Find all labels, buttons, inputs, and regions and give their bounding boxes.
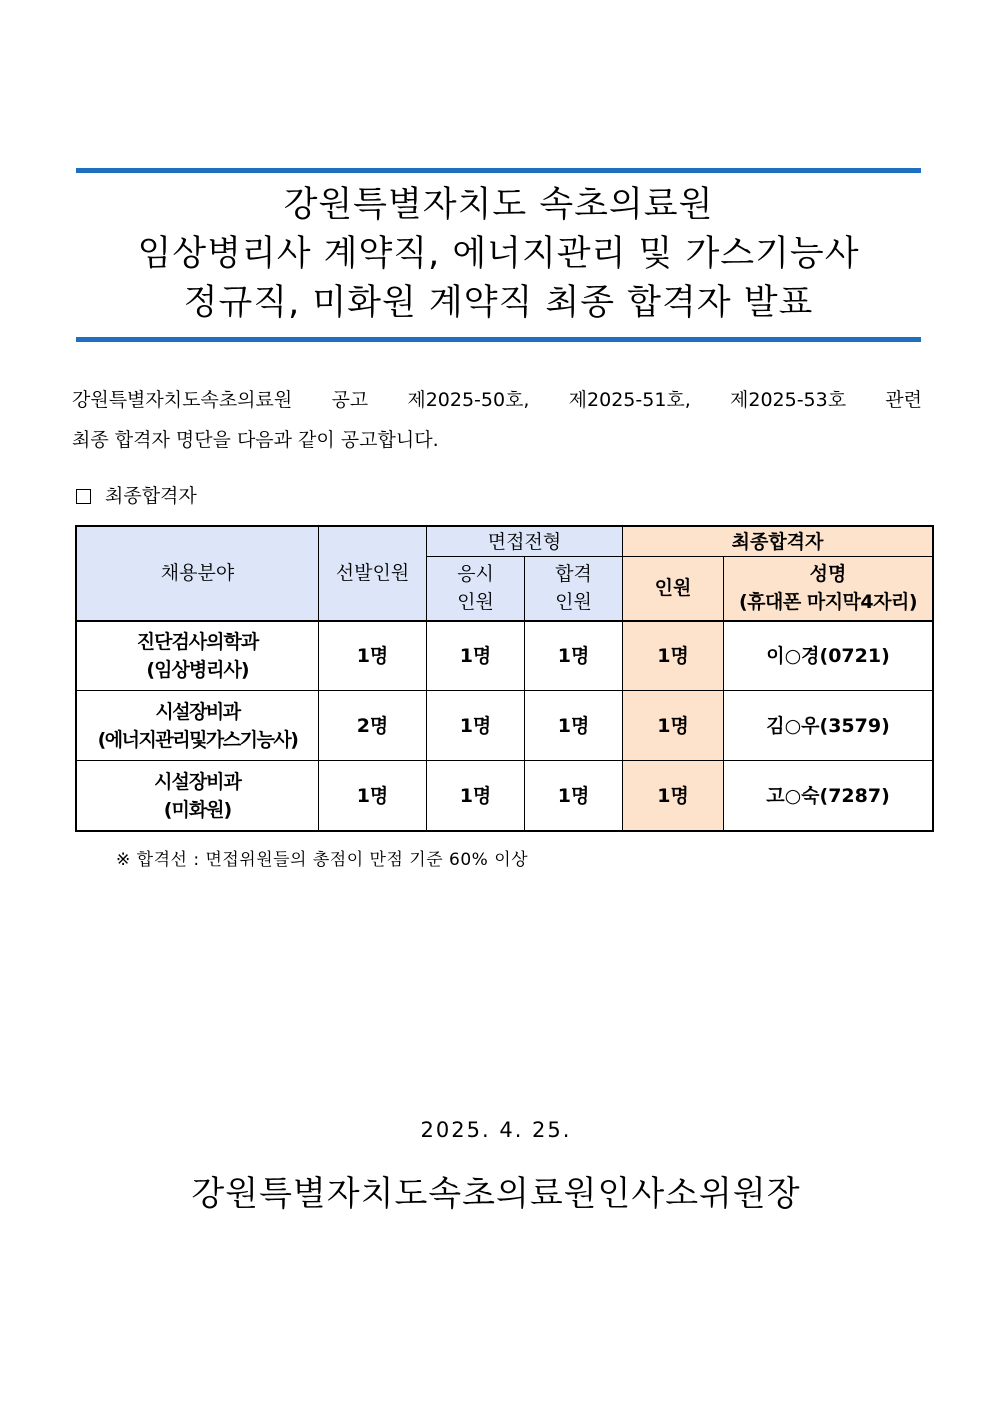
cell-field: 시설장비과 (미화원) xyxy=(77,761,319,831)
cell-name: 고○숙(7287) xyxy=(724,761,933,831)
section-heading xyxy=(76,482,197,510)
table-row xyxy=(77,761,933,831)
title-line-2: 임상병리사 계약직, 에너지관리 및 가스기능사 xyxy=(137,234,860,274)
title-top-rule xyxy=(76,168,921,173)
cell-applicants: 1명 xyxy=(427,691,525,761)
cell-quota: 1명 xyxy=(319,761,427,831)
section-title: 최종합격자 xyxy=(105,485,197,507)
intro-line-1: 강원특별자치도속초의료원 공고 제2025-50호, 제2025-51호, 제2025-53호 관련 xyxy=(72,389,922,411)
header-final: 최종합격자 xyxy=(623,527,933,557)
pass-criteria-note: ※ 합격선 : 면접위원들의 총점이 만점 기준 60% 이상 xyxy=(116,850,529,870)
header-quota: 선발인원 xyxy=(319,527,427,621)
results-table xyxy=(76,526,933,831)
cell-final-count: 1명 xyxy=(623,761,724,831)
cell-applicants: 1명 xyxy=(427,621,525,691)
page-title xyxy=(76,181,921,328)
cell-passed: 1명 xyxy=(525,691,623,761)
cell-passed: 1명 xyxy=(525,621,623,691)
cell-quota: 1명 xyxy=(319,621,427,691)
header-passed: 합격 인원 xyxy=(525,557,623,621)
announcement-date: 2025. 4. 25. xyxy=(420,1118,572,1142)
header-applicants: 응시 인원 xyxy=(427,557,525,621)
cell-name: 김○우(3579) xyxy=(724,691,933,761)
cell-passed: 1명 xyxy=(525,761,623,831)
header-final-count: 인원 xyxy=(623,557,724,621)
cell-name: 이○경(0721) xyxy=(724,621,933,691)
cell-applicants: 1명 xyxy=(427,761,525,831)
cell-final-count: 1명 xyxy=(623,621,724,691)
title-line-1: 강원특별자치도 속초의료원 xyxy=(283,185,714,225)
title-bottom-rule xyxy=(76,337,921,342)
cell-field: 시설장비과 (에너지관리및가스기능사) xyxy=(77,691,319,761)
title-line-3: 정규직, 미화원 계약직 최종 합격자 발표 xyxy=(183,283,814,323)
cell-field: 진단검사의학과 (임상병리사) xyxy=(77,621,319,691)
header-name-line2: (휴대폰 마지막4자리) xyxy=(738,591,918,614)
table-row xyxy=(77,691,933,761)
header-interview: 면접전형 xyxy=(427,527,623,557)
cell-final-count: 1명 xyxy=(623,691,724,761)
checkbox-icon xyxy=(76,489,91,504)
header-name-line1: 성명 xyxy=(809,563,847,586)
intro-paragraph xyxy=(72,380,922,460)
header-field: 채용분야 xyxy=(77,527,319,621)
intro-line-2: 최종 합격자 명단을 다음과 같이 공고합니다. xyxy=(72,429,439,451)
header-name xyxy=(724,557,933,621)
table-row xyxy=(77,621,933,691)
signer-name: 강원특별자치도속초의료원인사소위원장 xyxy=(191,1174,801,1214)
cell-quota: 2명 xyxy=(319,691,427,761)
